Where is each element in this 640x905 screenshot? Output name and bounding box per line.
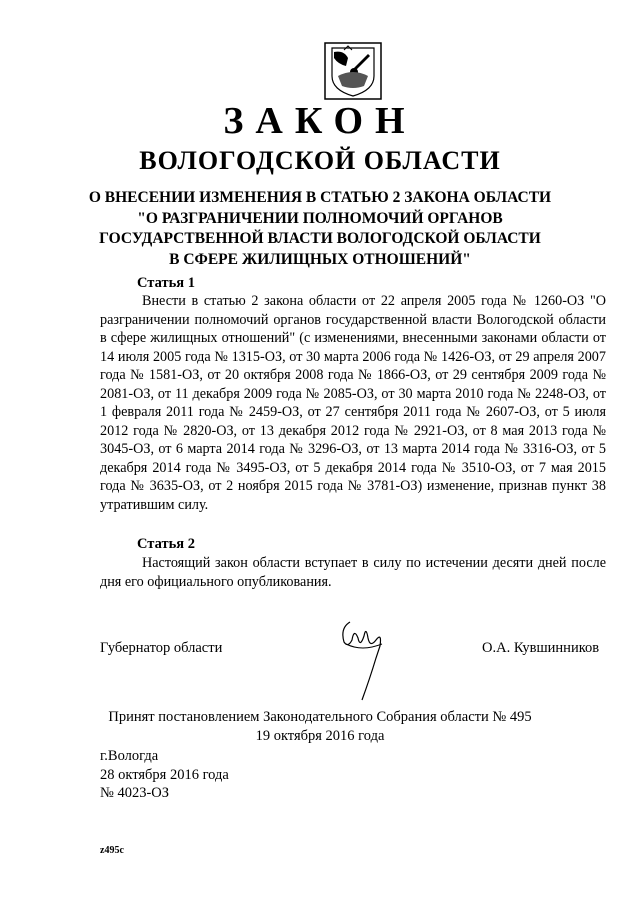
subject-line: "О РАЗГРАНИЧЕНИИ ПОЛНОМОЧИЙ ОРГАНОВ	[137, 209, 503, 227]
adoption-line: Принят постановлением Законодательного Собрания области № 495	[108, 709, 532, 725]
city: г.Вологда	[100, 748, 159, 764]
article-2-text: Настоящий закон области вступает в силу по истечении десяти дней после дня его официального опубликования.	[100, 555, 606, 590]
signature-icon	[338, 618, 388, 706]
law-subject	[0, 188, 640, 270]
footer-code: z495c	[100, 845, 124, 856]
law-title: ЗАКОН	[223, 100, 417, 142]
adoption-note	[0, 708, 640, 745]
signing-date: 28 октября 2016 года	[100, 766, 229, 783]
article-2-heading: Статья 2	[137, 536, 195, 552]
law-number: № 4023-ОЗ	[100, 785, 170, 801]
article-1-text: Внести в статью 2 закона области от 22 апреля 2005 года № 1260-ОЗ "О разграничении полномочий органов государственной власти Вологодской области в сфере жилищных отношений" (с изменениями, внесенными законами области от 14 июля 2005 года № 1315-ОЗ, от 30 марта 2006 года № 1426-ОЗ, от 29 апреля 2007 года № 1581-ОЗ, от 20 октября 2008 года № 1866-ОЗ, от 29 сентября 2009 года № 2081-ОЗ, от 11 декабря 2009 года № 2085-ОЗ, от 30 марта 2010 года № 2248-ОЗ, от 1 февраля 2011 года № 2459-ОЗ, от 27 сентября 2011 года № 2607-ОЗ, от 5 июля 2012 года № 2820-ОЗ, от 13 декабря 2012 года № 2921-ОЗ, от 8 мая 2013 года № 3045-ОЗ, от 6 марта 2014 года № 3296-ОЗ, от 13 марта 2014 года № 3316-ОЗ, от 5 декабря 2014 года № 3495-ОЗ, от 5 декабря 2014 года № 3510-ОЗ, от 7 мая 2015 года № 3635-ОЗ, от 2 ноября 2015 года № 3781-ОЗ) изменение, признав пункт 38 утратившим силу.	[100, 293, 606, 514]
adoption-date: 19 октября 2016 года	[255, 727, 385, 744]
place-date-block	[100, 747, 229, 803]
article-1-heading: Статья 1	[137, 275, 195, 291]
subject-line: В СФЕРЕ ЖИЛИЩНЫХ ОТНОШЕНИЙ"	[169, 250, 471, 268]
coat-of-arms-icon	[324, 42, 382, 100]
law-region: ВОЛОГОДСКОЙ ОБЛАСТИ	[139, 146, 501, 175]
governor-name: О.А. Кувшинников	[482, 640, 600, 656]
subject-line: ГОСУДАРСТВЕННОЙ ВЛАСТИ ВОЛОГОДСКОЙ ОБЛАСТИ	[99, 230, 541, 247]
governor-title: Губернатор области	[100, 640, 223, 656]
subject-line: О ВНЕСЕНИИ ИЗМЕНЕНИЯ В СТАТЬЮ 2 ЗАКОНА ОБЛАСТИ	[88, 189, 552, 206]
